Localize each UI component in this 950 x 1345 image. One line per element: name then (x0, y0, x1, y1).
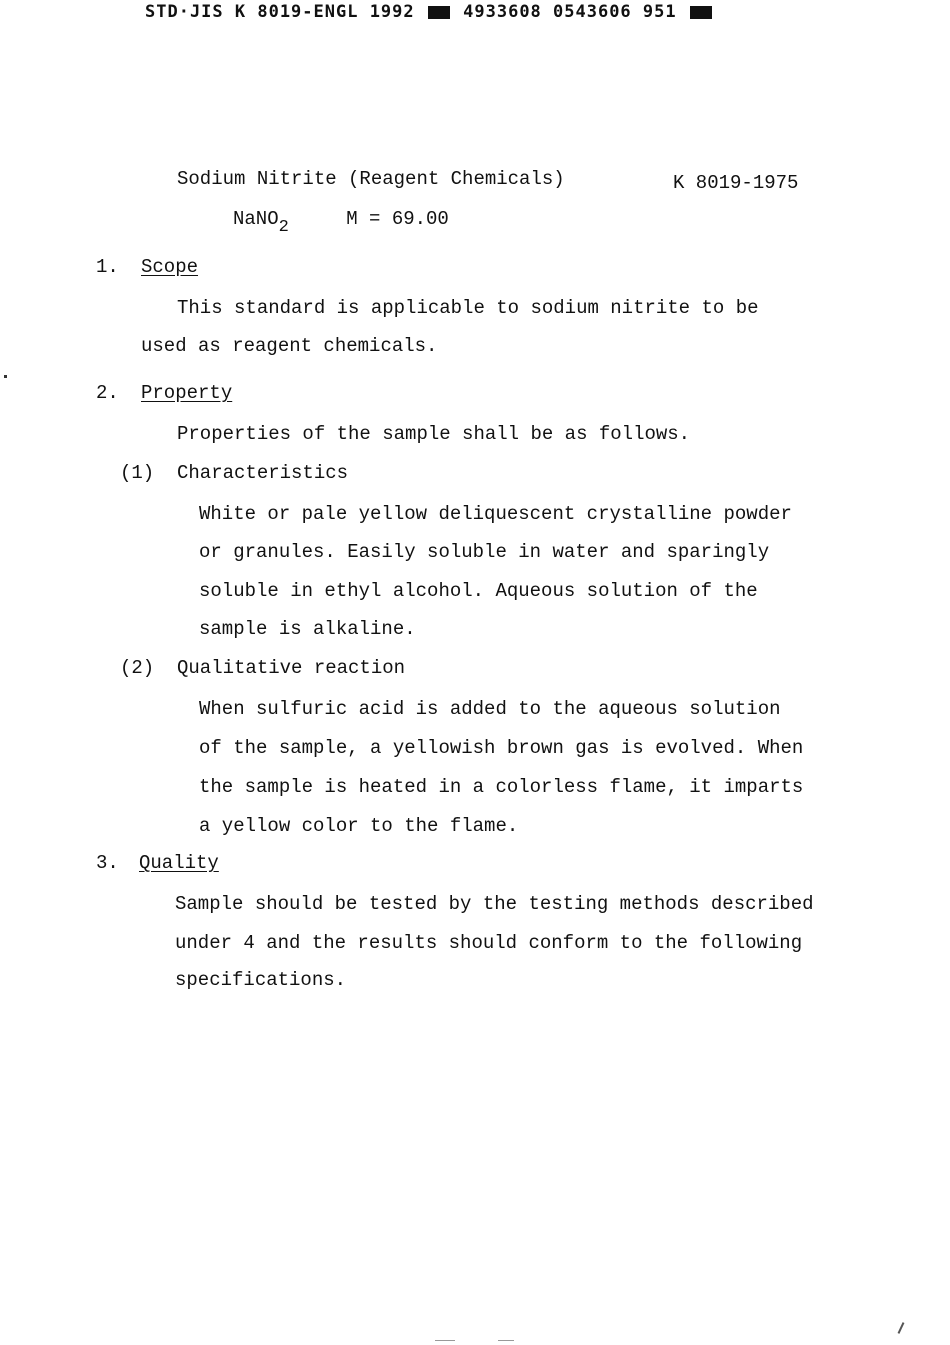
quality-line-2: under 4 and the results should conform to the following (175, 932, 803, 954)
scan-speck (4, 375, 7, 378)
characteristics-line-3: soluble in ethyl alcohol. Aqueous solution of the (199, 580, 758, 602)
subsection-heading-qualitative: Qualitative reaction (177, 657, 406, 679)
document-code-header (145, 2, 714, 22)
qualitative-line-4: a yellow color to the flame. (199, 815, 519, 837)
characteristics-line-2: or granules. Easily soluble in water and sparingly (199, 541, 770, 563)
quality-line-1: Sample should be tested by the testing methods described (175, 893, 814, 915)
scope-line-2: used as reagent chemicals. (141, 335, 438, 357)
scan-speck (898, 1322, 905, 1334)
scan-speck (498, 1340, 514, 1341)
barcode-block-icon (690, 6, 712, 19)
document-code-prefix: STD·JIS K 8019-ENGL 1992 (145, 2, 415, 22)
document-code-numbers: 4933608 0543606 951 (463, 2, 677, 22)
scope-line-1: This standard is applicable to sodium nitrite to be (177, 297, 759, 319)
characteristics-line-1: White or pale yellow deliquescent crystalline powder (199, 503, 792, 525)
property-intro: Properties of the sample shall be as follows. (177, 423, 691, 445)
formula-subscript: 2 (278, 218, 289, 237)
section-number-property: 2. (96, 382, 119, 404)
chemical-formula (233, 208, 449, 237)
standard-number: K 8019-1975 (673, 172, 799, 194)
barcode-block-icon (428, 6, 450, 19)
characteristics-line-4: sample is alkaline. (199, 618, 416, 640)
section-heading-property: Property (141, 382, 233, 404)
section-heading-quality: Quality (139, 852, 219, 874)
subsection-number-qualitative: (2) (120, 657, 155, 679)
qualitative-line-3: the sample is heated in a colorless flame, it imparts (199, 776, 804, 798)
section-number-scope: 1. (96, 256, 119, 278)
formula-base: NaNO (233, 208, 279, 230)
scan-speck (435, 1340, 455, 1341)
qualitative-line-1: When sulfuric acid is added to the aqueous solution (199, 698, 781, 720)
section-heading-scope: Scope (141, 256, 199, 278)
quality-line-3: specifications. (175, 969, 347, 991)
qualitative-line-2: of the sample, a yellowish brown gas is evolved. When (199, 737, 804, 759)
subsection-number-characteristics: (1) (120, 462, 155, 484)
section-number-quality: 3. (96, 852, 119, 874)
subsection-heading-characteristics: Characteristics (177, 462, 349, 484)
molar-mass: M = 69.00 (346, 208, 449, 230)
document-title: Sodium Nitrite (Reagent Chemicals) (177, 168, 565, 190)
